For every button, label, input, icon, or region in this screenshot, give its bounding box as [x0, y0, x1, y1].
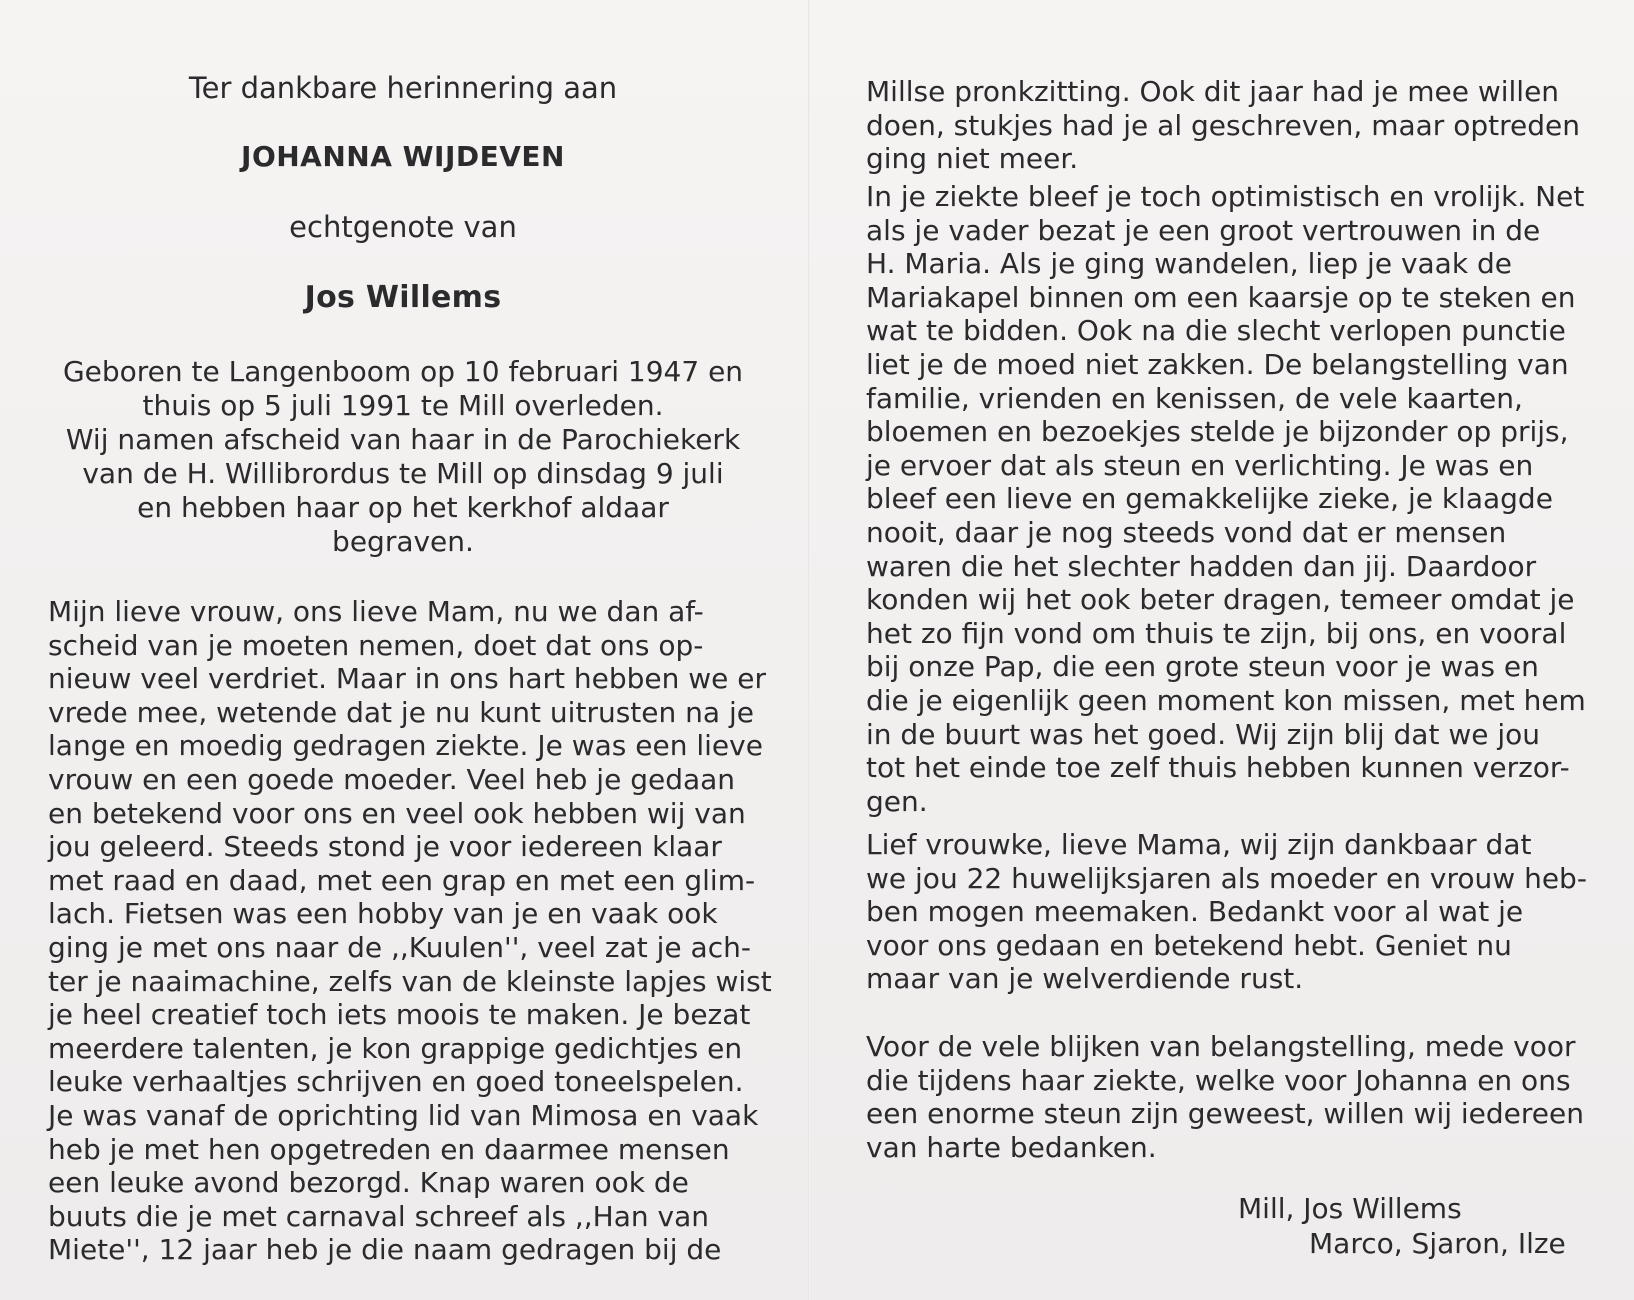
text-line: Mariakapel binnen om een kaarsje op te steken en [866, 280, 1576, 314]
text-line: In je ziekte bleef je toch optimistisch en vrolijk. Net [866, 180, 1585, 213]
text-line: jou geleerd. Steeds stond je voor iedereen klaar [48, 830, 722, 864]
text-line: voor ons gedaan en betekend hebt. Geniet nu [866, 928, 1512, 962]
text-line: leuke verhaaltjes schrijven en goed toneelspelen. [48, 1065, 744, 1099]
text-line: het zo fijn vond om thuis te zijn, bij ons, en vooral [866, 616, 1567, 650]
detail-line: Wij namen afscheid van haar in de Parochiekerk [65, 423, 741, 456]
text-line: Mijn lieve vrouw, ons lieve Mam, nu we dan af- [48, 595, 704, 628]
text-line: tot het einde toe zelf thuis hebben kunnen verzor- [866, 751, 1570, 785]
text-line: nieuw veel verdriet. Maar in ons hart hebben we er [48, 662, 767, 696]
spouse-label: echtgenote van [289, 210, 517, 244]
text-line: scheid van je moeten nemen, doet dat ons op- [48, 628, 704, 662]
detail-line: en hebben haar op het kerkhof aldaar [137, 491, 669, 524]
text-line: bloemen en bezoekjes stelde je bijzonder op prijs, [866, 415, 1569, 449]
text-line: een leuke avond bezorgd. Knap waren ook de [48, 1166, 689, 1200]
text-line: we jou 22 huwelijksjaren als moeder en vrouw heb- [866, 861, 1587, 895]
text-line: lach. Fietsen was een hobby van je en vaak ook [48, 897, 718, 931]
detail-line: Geboren te Langenboom op 10 februari 1947 en [62, 355, 744, 388]
text-line: H. Maria. Als je ging wandelen, liep je vaak de [866, 247, 1512, 281]
deceased-name: JOHANNA WIJDEVEN [241, 140, 565, 173]
text-line: konden wij het ook beter dragen, temeer omdat je [866, 583, 1575, 617]
text-line: ter je naaimachine, zelfs van de kleinste lapjes wist [48, 964, 772, 998]
text-line: als je vader bezat je een groot vertrouwen in de [866, 213, 1541, 247]
text-line: nooit, daar je nog steeds vond dat er mensen [866, 515, 1507, 549]
text-line: buuts die je met carnaval schreef als ,,Han van [48, 1199, 709, 1233]
text-line: meerdere talenten, je kon grappige gedichtjes en [48, 1031, 743, 1065]
text-line: met raad en daad, met een grap en met een glim- [48, 863, 756, 897]
text-line: een enorme steun zijn geweest, willen wij iedereen [866, 1097, 1585, 1131]
text-line: lange en moedig gedragen ziekte. Je was een lieve [48, 729, 763, 763]
text-line: die tijdens haar ziekte, welke voor Johanna en ons [866, 1063, 1571, 1097]
intro-line: Ter dankbare herinnering aan [188, 71, 618, 105]
text-line: heb je met hen opgetreden en daarmee mensen [48, 1132, 730, 1166]
text-line: vrouw en een goede moeder. Veel heb je gedaan [48, 762, 736, 796]
text-line: Miete'', 12 jaar heb je die naam gedragen bij de [48, 1233, 722, 1267]
text-line: Voor de vele blijken van belangstelling, mede voor [866, 1030, 1576, 1063]
text-line: ben mogen meemaken. Bedankt voor al wat je [866, 895, 1524, 929]
right-paragraph-2 [866, 180, 1586, 818]
text-line: Je was vanaf de oprichting lid van Mimosa en vaak [48, 1098, 759, 1132]
card-fold [808, 0, 810, 1300]
text-line: maar van je welverdiende rust. [866, 962, 1304, 996]
spouse-name: Jos Willems [304, 280, 502, 315]
text-line: familie, vrienden en kenissen, de vele kaarten, [866, 381, 1523, 415]
signature-line-1: Mill, Jos Willems [1238, 1192, 1462, 1225]
text-line: bij onze Pap, die een grote steun voor je was en [866, 650, 1539, 684]
detail-line: thuis op 5 juli 1991 te Mill overleden. [142, 389, 664, 422]
text-line: je ervoer dat als steun en verlichting. Je was en [866, 448, 1534, 482]
left-body-text [48, 595, 772, 1267]
text-line: je heel creatief toch iets moois te maken. Je bezat [48, 998, 751, 1032]
text-line: ging niet meer. [866, 142, 1079, 176]
text-line: vrede mee, wetende dat je nu kunt uitrusten na je [48, 695, 754, 729]
detail-line: van de H. Willibrordus te Mill op dinsdag 9 juli [82, 457, 724, 490]
text-line: in de buurt was het goed. Wij zijn blij dat we jou [866, 717, 1541, 751]
text-line: van harte bedanken. [866, 1130, 1157, 1164]
text-line: en betekend voor ons en veel ook hebben wij van [48, 796, 746, 830]
text-line: Millse pronkzitting. Ook dit jaar had je mee willen [866, 75, 1560, 108]
right-paragraph-3 [866, 828, 1586, 996]
text-line: gen. [866, 784, 928, 818]
text-line: wat te bidden. Ook na die slecht verlopen punctie [866, 314, 1566, 348]
text-line: liet je de moed niet zakken. De belangstelling van [866, 347, 1569, 381]
detail-line: begraven. [332, 525, 474, 558]
text-line: waren die het slechter hadden dan jij. Daardoor [866, 549, 1537, 583]
signature-line-2: Marco, Sjaron, Ilze [1309, 1227, 1566, 1260]
text-line: Lief vrouwke, lieve Mama, wij zijn dankbaar dat [866, 828, 1532, 861]
right-paragraph-4 [866, 1030, 1586, 1164]
text-line: ging je met ons naar de ,,Kuulen'', veel zat je ach- [48, 930, 751, 964]
life-details [48, 355, 758, 559]
text-line: bleef een lieve en gemakkelijke zieke, je klaagde [866, 482, 1553, 516]
text-line: die je eigenlijk geen moment kon missen, met hem [866, 683, 1586, 717]
text-line: doen, stukjes had je al geschreven, maar optreden [866, 108, 1580, 142]
right-paragraph-1 [866, 75, 1586, 176]
